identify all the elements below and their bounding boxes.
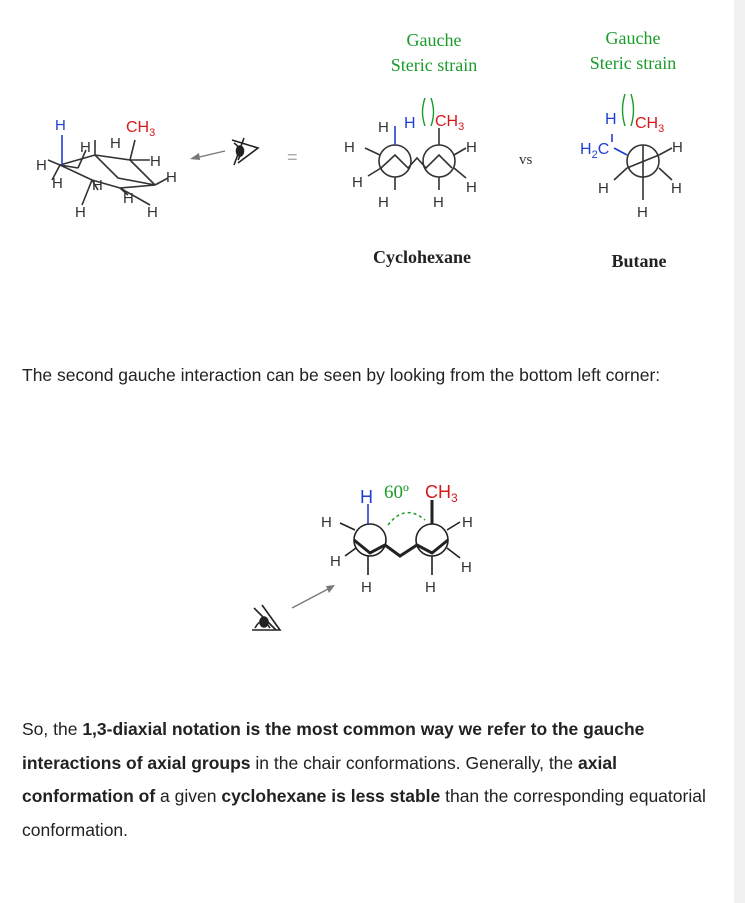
chair-h-label: H (166, 169, 177, 186)
chair-h-label: H (80, 139, 91, 156)
butane-h-axial-blue: H (605, 111, 617, 128)
chair-h-axial-blue: H (55, 117, 66, 134)
butane-h2c-label: $H_2C$ (580, 141, 610, 161)
mid-h-label: H (330, 553, 341, 570)
mid-h-label: H (321, 514, 332, 531)
viewing-arrow (190, 151, 225, 160)
chair-h-label: H (150, 153, 161, 170)
para-bold-segment: 1,3-diaxial notation is the most common way we refer to the gauche interactions of axial groups (22, 719, 645, 773)
newman-h-axial-blue: H (404, 115, 416, 132)
butane-ch3-label: $CH_3$ (635, 115, 665, 135)
para-segment: So, the (22, 719, 83, 739)
newman-h-label: H (378, 194, 389, 211)
chair-cyclohexane-drawing (48, 135, 168, 205)
butane-label: Butane (611, 251, 667, 271)
chair-h-label: H (92, 177, 103, 194)
eye-icon (252, 605, 280, 630)
newman-h-label: H (433, 194, 444, 211)
chair-h-label: H (123, 190, 134, 207)
chair-ch3-label: $CH_3$ (126, 119, 156, 139)
newman-projection-bottom-view (340, 500, 460, 575)
conformation-comparison-figure (0, 0, 734, 290)
gauche-label-butane: Gauche (605, 28, 661, 48)
gauche-label-cyclohexane: Gauche (406, 30, 462, 50)
bottom-left-view-figure (0, 460, 734, 650)
para-bold-segment: cyclohexane is less stable (221, 786, 441, 806)
butane-h-label: H (598, 180, 609, 197)
newman-h-label: H (466, 179, 477, 196)
mid-h-axial-blue: H (360, 487, 373, 507)
para-bold-segment: axial conformation of (22, 752, 617, 806)
chair-h-label: H (36, 157, 47, 174)
chair-h-label: H (147, 204, 158, 221)
newman-h-label: H (466, 139, 477, 156)
scrollbar-track[interactable] (734, 0, 745, 903)
para-segment: in the chair conformations. Generally, the (250, 752, 579, 773)
cyclohexane-newman-projection (365, 98, 466, 190)
vs-label: vs (519, 152, 533, 168)
butane-newman-projection (612, 94, 672, 200)
caption-text: The second gauche interaction can be seen by looking from the bottom left corner: (22, 365, 661, 385)
chair-h-label: H (110, 135, 121, 152)
newman-h-label: H (378, 119, 389, 136)
mid-h-label: H (361, 579, 372, 596)
eye-icon (232, 138, 258, 165)
viewing-arrow (292, 585, 335, 608)
butane-h-label: H (672, 139, 683, 156)
para-segment: than the corresponding equatorial conformation. (22, 786, 706, 840)
mid-h-label: H (462, 514, 473, 531)
newman-h-label: H (352, 174, 363, 191)
cyclohexane-label: Cyclohexane (373, 247, 471, 267)
chair-h-label: H (75, 204, 86, 221)
body-paragraph (22, 713, 712, 847)
para-segment: a given (155, 786, 222, 806)
newman-ch3-label: $CH_3$ (435, 113, 465, 133)
steric-strain-label-cyclohexane: Steric strain (390, 55, 478, 75)
angle-label: 60º (384, 482, 409, 503)
mid-ch3-label: $CH_3$ (425, 482, 458, 505)
butane-h-label: H (671, 180, 682, 197)
steric-strain-label-butane: Steric strain (589, 53, 677, 73)
mid-h-label: H (461, 559, 472, 576)
equals-sign: = (287, 147, 298, 167)
newman-h-label: H (344, 139, 355, 156)
chair-h-label: H (52, 175, 63, 192)
butane-h-label: H (637, 204, 648, 221)
mid-h-label: H (425, 579, 436, 596)
